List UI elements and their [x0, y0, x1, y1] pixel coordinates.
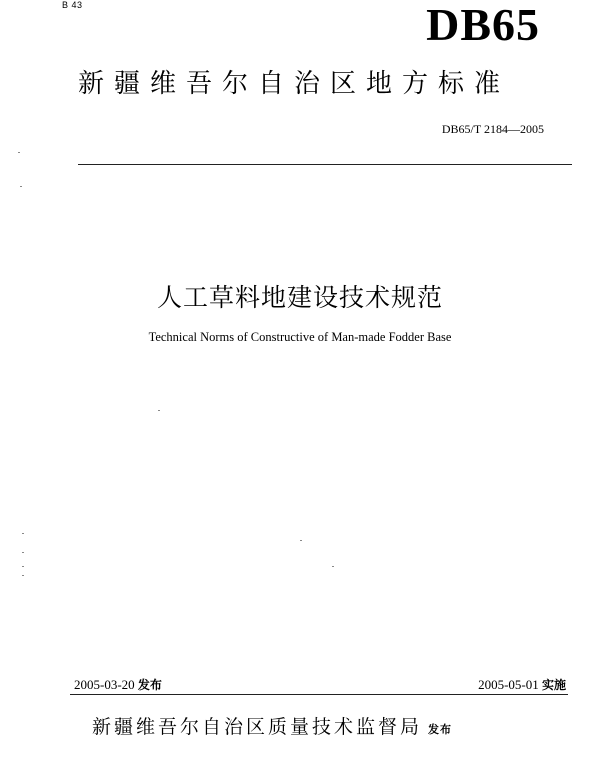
ics-code: B 43 [62, 0, 83, 10]
implement-date-label: 实施 [541, 678, 566, 692]
implement-date-value: 2005-05-01 [478, 677, 539, 692]
issue-date [74, 676, 162, 693]
issuer-name: 新疆维吾尔自治区质量技术监督局 [92, 716, 423, 738]
bottom-divider [70, 694, 568, 695]
standard-logo: DB65 [426, 0, 540, 50]
top-divider [78, 164, 572, 165]
issuing-authority [92, 712, 452, 739]
issue-date-value: 2005-03-20 [74, 677, 135, 692]
implement-date [478, 676, 566, 693]
issuer-suffix: 发布 [428, 723, 453, 736]
issue-date-label: 发布 [137, 678, 162, 692]
title-chinese: 人工草料地建设技术规范 [156, 283, 443, 312]
standard-category: 新疆维吾尔自治区地方标准 [78, 69, 511, 99]
title-english: Technical Norms of Constructive of Man-made Fodder Base [148, 330, 452, 344]
standard-number: DB65/T 2184—2005 [441, 122, 544, 136]
